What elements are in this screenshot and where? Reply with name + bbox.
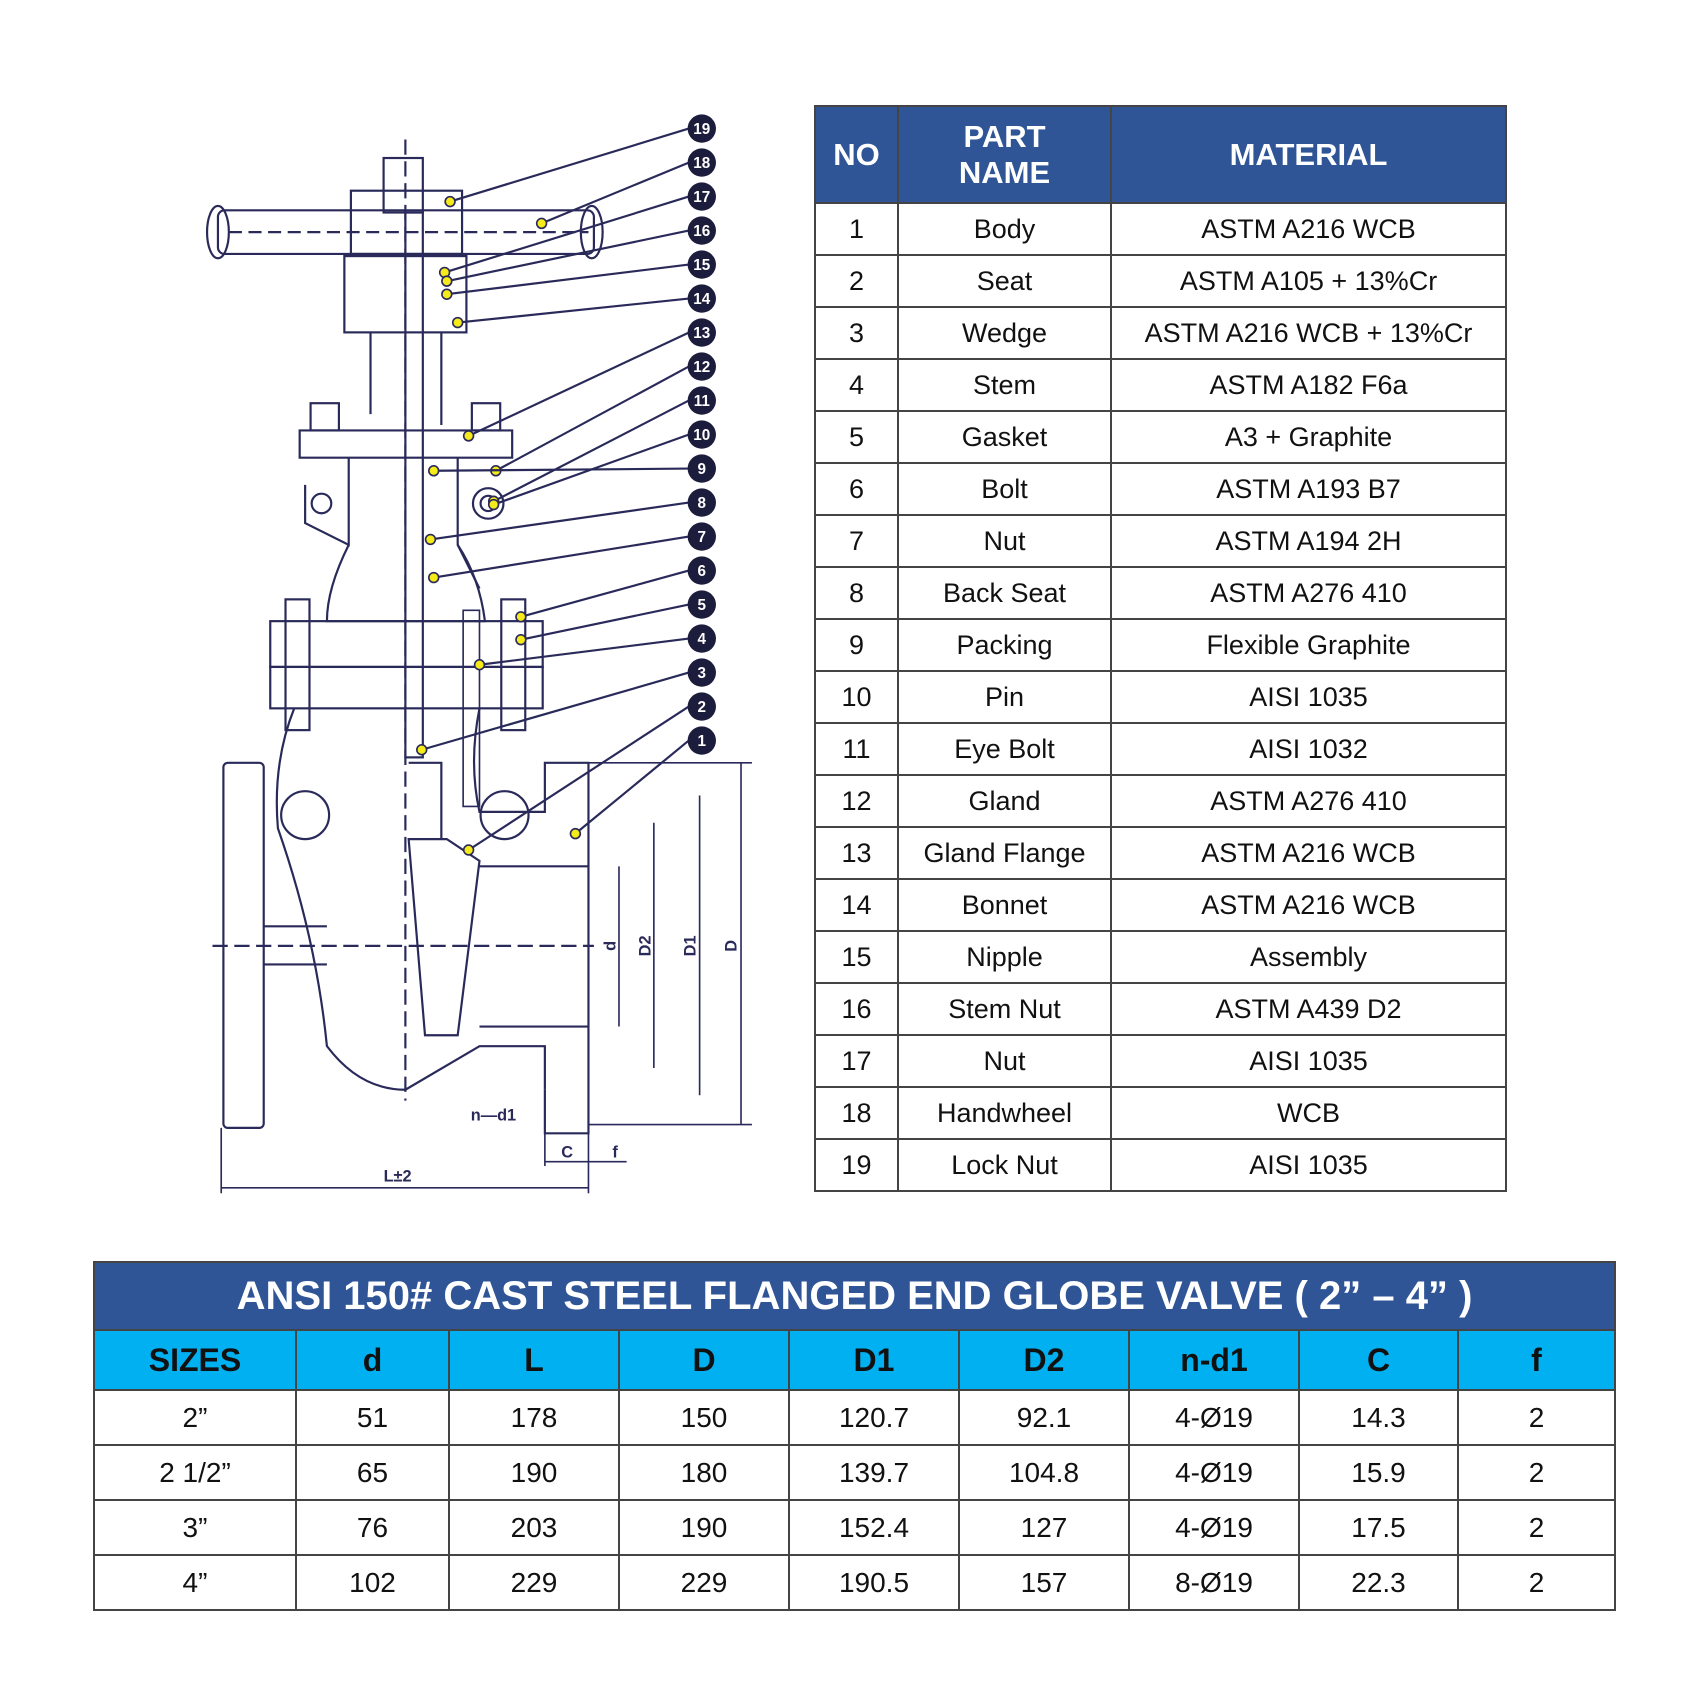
part-name: Wedge [898,307,1111,359]
dimensions-table [93,1261,1616,1611]
part-material: AISI 1032 [1111,723,1506,775]
part-material: ASTM A216 WCB + 13%Cr [1111,307,1506,359]
callout-number: 3 [697,665,707,683]
table-cell: 8-Ø19 [1129,1555,1299,1610]
callout-leader-line [434,469,689,471]
table-cell: 190.5 [789,1555,959,1610]
part-no: 9 [815,619,898,671]
callout-marker-dot [442,289,452,299]
dim-label-nd1: n—d1 [470,1106,517,1125]
table-row [815,1139,1506,1191]
column-header: L [449,1330,619,1390]
table-row [815,567,1506,619]
part-no: 7 [815,515,898,567]
part-no: 3 [815,307,898,359]
part-material: A3 + Graphite [1111,411,1506,463]
table-cell: 3” [94,1500,296,1555]
part-name: Gland Flange [898,827,1111,879]
part-name: Eye Bolt [898,723,1111,775]
callout-leader-line [447,265,689,295]
callout-leader-line [434,537,689,578]
dim-label-l: L±2 [383,1167,412,1186]
part-no: 6 [815,463,898,515]
parts-table-header [815,106,1506,203]
table-row [94,1445,1615,1500]
part-no: 11 [815,723,898,775]
part-name: Bolt [898,463,1111,515]
part-material: ASTM A276 410 [1111,775,1506,827]
callout-marker-dot [445,197,455,207]
table-row [815,827,1506,879]
part-material: ASTM A105 + 13%Cr [1111,255,1506,307]
callout-number: 1 [697,733,707,751]
part-name: Nipple [898,931,1111,983]
table-cell: 2 [1458,1445,1615,1500]
table-cell: 51 [296,1390,449,1445]
part-no: 5 [815,411,898,463]
callout-marker-dot [464,431,474,441]
part-no: 13 [815,827,898,879]
column-header: D1 [789,1330,959,1390]
part-material: ASTM A216 WCB [1111,203,1506,255]
table-cell: 2 [1458,1500,1615,1555]
table-row [815,775,1506,827]
table-cell: 229 [449,1555,619,1610]
table-cell: 157 [959,1555,1129,1610]
table-cell: 178 [449,1390,619,1445]
callout-leader-line [542,163,689,224]
callout-number: 13 [693,325,711,343]
table-cell: 127 [959,1500,1129,1555]
callout-number: 7 [697,529,707,547]
callout-marker-dot [429,573,439,583]
dim-label-f: f [612,1143,618,1162]
callout-number: 16 [693,223,711,241]
dimensions-table-title: ANSI 150# CAST STEEL FLANGED END GLOBE VALVE ( 2” – 4” ) [94,1262,1615,1330]
part-material: WCB [1111,1087,1506,1139]
part-material: Flexible Graphite [1111,619,1506,671]
header-part-line2: NAME [958,154,1051,190]
callout-leader-line [430,503,688,540]
header-part-line1: PART [963,118,1046,154]
dim-label-c: C [561,1143,574,1162]
callout-leader-line [496,367,689,471]
part-name: Lock Nut [898,1139,1111,1191]
part-name: Bonnet [898,879,1111,931]
callout-marker-dot [429,466,439,476]
callout-number: 2 [697,699,707,717]
callout-leader-line [575,741,688,834]
table-row [815,411,1506,463]
table-row [815,359,1506,411]
callout-number: 4 [697,631,707,649]
table-row [815,515,1506,567]
table-cell: 4-Ø19 [1129,1500,1299,1555]
callout-number: 6 [697,563,707,581]
parts-material-table [814,105,1507,1192]
table-row [94,1390,1615,1445]
part-no: 19 [815,1139,898,1191]
table-cell: 2 [1458,1555,1615,1610]
part-name: Stem Nut [898,983,1111,1035]
callout-leader-line [447,231,689,282]
part-material: ASTM A439 D2 [1111,983,1506,1035]
part-material: AISI 1035 [1111,1035,1506,1087]
part-no: 4 [815,359,898,411]
table-cell: 65 [296,1445,449,1500]
part-no: 10 [815,671,898,723]
dim-label-d1: D1 [681,935,700,957]
callout-marker-dot [516,612,526,622]
callout-leader-line [479,639,688,665]
callout-number: 18 [693,155,711,173]
column-header: d [296,1330,449,1390]
part-material: ASTM A194 2H [1111,515,1506,567]
table-cell: 150 [619,1390,789,1445]
callout-marker-dot [464,845,474,855]
column-header: f [1458,1330,1615,1390]
table-row [94,1500,1615,1555]
part-material: ASTM A216 WCB [1111,827,1506,879]
callout-number: 15 [693,257,711,275]
table-cell: 76 [296,1500,449,1555]
table-row [815,1087,1506,1139]
table-row [815,723,1506,775]
table-cell: 92.1 [959,1390,1129,1445]
callout-leader-line [450,129,689,202]
column-header: SIZES [94,1330,296,1390]
part-name: Nut [898,1035,1111,1087]
part-name: Handwheel [898,1087,1111,1139]
header-no: NO [815,106,898,203]
part-material: AISI 1035 [1111,1139,1506,1191]
part-material: Assembly [1111,931,1506,983]
table-cell: 17.5 [1299,1500,1458,1555]
part-no: 18 [815,1087,898,1139]
column-header: n-d1 [1129,1330,1299,1390]
part-no: 17 [815,1035,898,1087]
callout-marker-dot [570,829,580,839]
table-row [815,307,1506,359]
callout-marker-dot [537,218,547,228]
part-material: AISI 1035 [1111,671,1506,723]
part-name: Nut [898,515,1111,567]
callout-marker-dot [426,535,436,545]
dim-label-d2: D2 [636,935,655,957]
table-cell: 152.4 [789,1500,959,1555]
part-no: 14 [815,879,898,931]
table-row [815,931,1506,983]
table-cell: 229 [619,1555,789,1610]
column-header: D2 [959,1330,1129,1390]
table-row [815,463,1506,515]
callout-marker-dot [442,276,452,286]
table-cell: 2 1/2” [94,1445,296,1500]
table-cell: 2” [94,1390,296,1445]
part-no: 1 [815,203,898,255]
column-header: D [619,1330,789,1390]
header-material: MATERIAL [1111,106,1506,203]
part-name: Pin [898,671,1111,723]
part-name: Packing [898,619,1111,671]
callout-number: 10 [693,427,711,445]
callout-number: 19 [693,121,711,139]
part-no: 12 [815,775,898,827]
table-cell: 203 [449,1500,619,1555]
callout-leader-line [422,673,689,750]
part-name: Gasket [898,411,1111,463]
table-cell: 104.8 [959,1445,1129,1500]
table-cell: 120.7 [789,1390,959,1445]
part-name: Gland [898,775,1111,827]
callout-marker-dot [453,318,463,328]
dimensions-table-header [94,1330,1615,1390]
table-row [815,255,1506,307]
callout-marker-dot [475,660,485,670]
callout-number: 17 [693,189,711,207]
table-row [815,1035,1506,1087]
table-cell: 15.9 [1299,1445,1458,1500]
part-material: ASTM A276 410 [1111,567,1506,619]
table-cell: 102 [296,1555,449,1610]
callout-marker-dot [489,500,499,510]
table-row [815,619,1506,671]
table-cell: 190 [619,1500,789,1555]
callout-number: 14 [693,291,711,309]
column-header: C [1299,1330,1458,1390]
table-cell: 139.7 [789,1445,959,1500]
dim-label-D: D [722,939,741,952]
dimension-labels [384,935,741,1185]
table-row [815,879,1506,931]
table-cell: 22.3 [1299,1555,1458,1610]
table-row [815,203,1506,255]
callout-number: 5 [697,597,707,615]
table-row [815,671,1506,723]
part-no: 2 [815,255,898,307]
callout-number: 9 [697,461,707,479]
callout-leader-line [445,197,689,273]
table-cell: 14.3 [1299,1390,1458,1445]
part-no: 16 [815,983,898,1035]
callout-marker-dot [417,745,427,755]
callout-marker-dot [516,635,526,645]
table-cell: 4-Ø19 [1129,1445,1299,1500]
table-cell: 180 [619,1445,789,1500]
table-row [815,983,1506,1035]
callout-number: 11 [693,393,710,411]
table-cell: 4” [94,1555,296,1610]
callout-leader-line [458,299,689,323]
part-material: ASTM A216 WCB [1111,879,1506,931]
part-name: Body [898,203,1111,255]
header-part-name [898,106,1111,203]
part-name: Seat [898,255,1111,307]
part-material: ASTM A182 F6a [1111,359,1506,411]
callout-number: 12 [693,359,711,377]
dim-label-d: d [601,940,620,951]
part-no: 8 [815,567,898,619]
part-name: Stem [898,359,1111,411]
table-cell: 190 [449,1445,619,1500]
table-cell: 2 [1458,1390,1615,1445]
table-row [94,1555,1615,1610]
part-name: Back Seat [898,567,1111,619]
part-no: 15 [815,931,898,983]
callout-leader-line [494,401,689,502]
part-material: ASTM A193 B7 [1111,463,1506,515]
table-cell: 4-Ø19 [1129,1390,1299,1445]
callout-number: 8 [697,495,707,513]
